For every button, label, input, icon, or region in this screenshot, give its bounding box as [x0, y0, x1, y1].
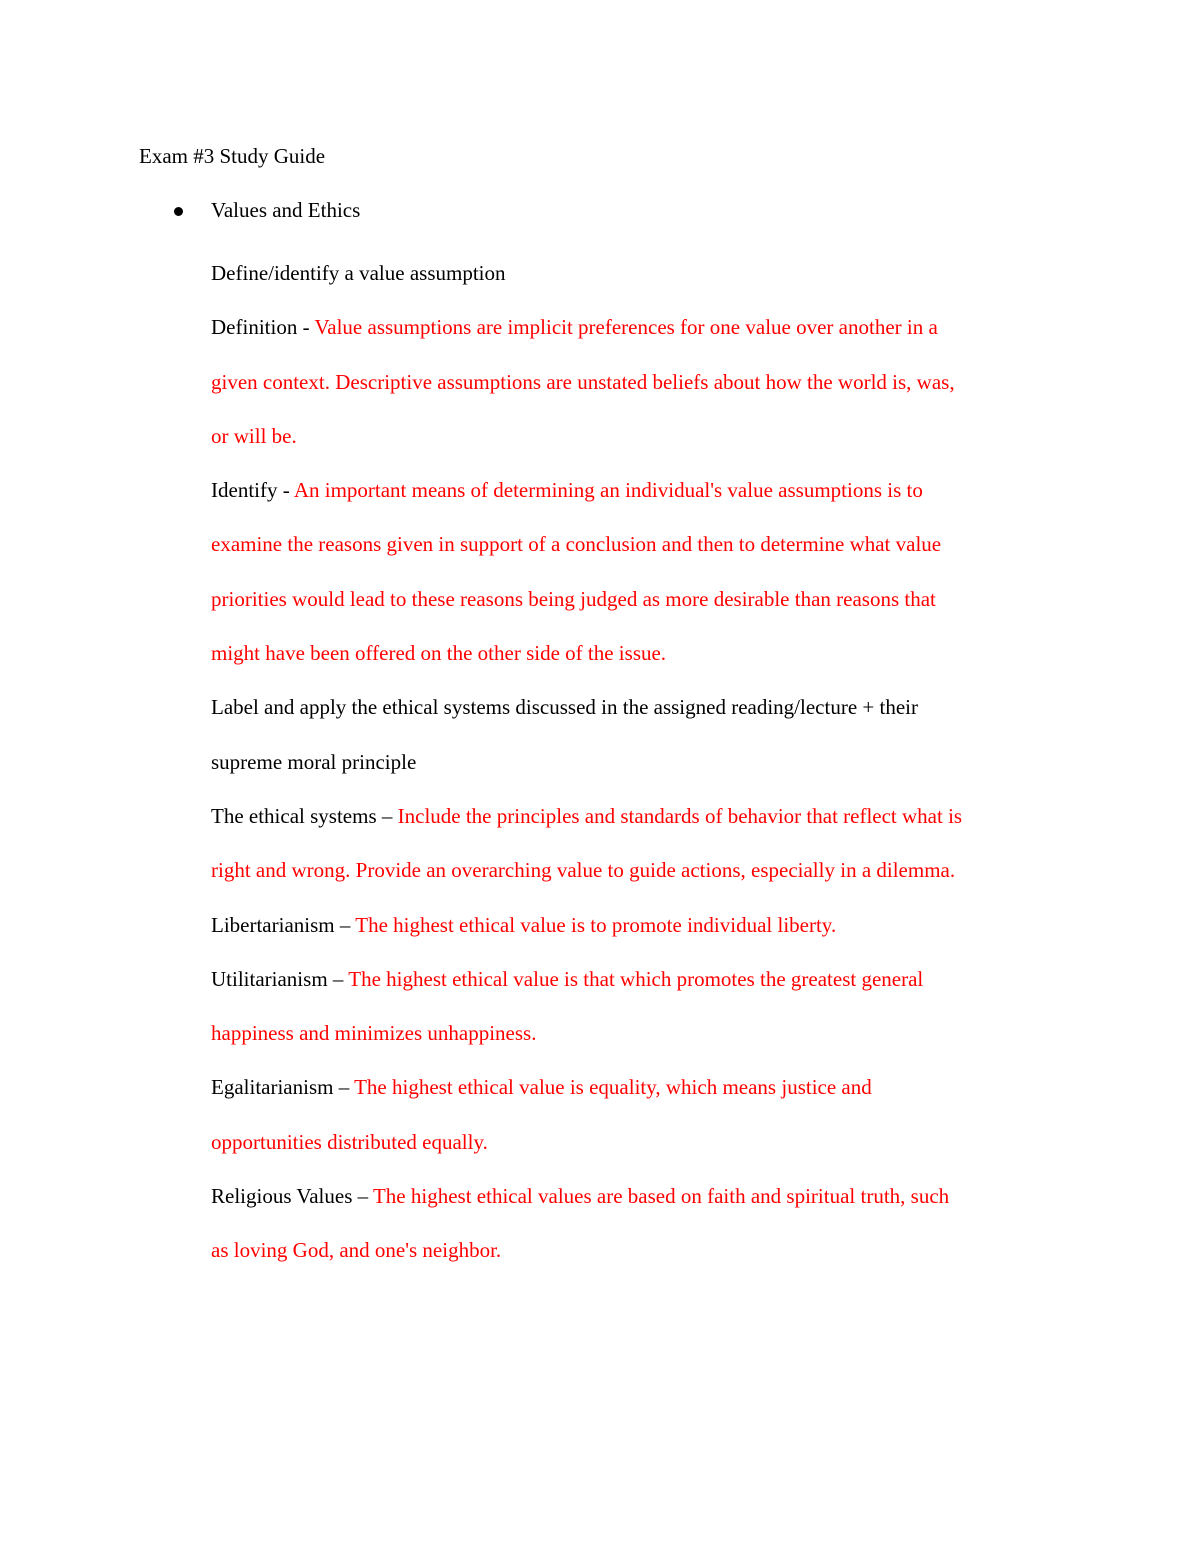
text-line: [211, 898, 1071, 952]
line-answer: priorities would lead to these reasons being judged as more desirable than reasons that: [211, 586, 936, 611]
line-label: Egalitarianism –: [211, 1075, 355, 1100]
line-answer: The highest ethical value is equality, which means justice and: [354, 1075, 872, 1100]
text-line: [211, 789, 1071, 843]
line-answer: might have been offered on the other side of the issue.: [211, 641, 667, 666]
text-line: [211, 463, 1071, 517]
line-label: Libertarianism –: [211, 912, 356, 937]
line-label: Identify -: [211, 478, 294, 503]
text-line: [211, 1169, 1071, 1223]
text-line: [211, 517, 1071, 571]
bullet-dot-icon: [174, 207, 183, 216]
document-title: Exam #3 Study Guide: [139, 144, 326, 168]
line-label: supreme moral principle: [211, 749, 417, 774]
line-answer: The highest ethical value is to promote individual liberty.: [355, 912, 837, 937]
text-line: [211, 1060, 1071, 1114]
line-answer: The highest ethical value is that which promotes the greatest general: [348, 966, 924, 991]
line-label: Label and apply the ethical systems discussed in the assigned reading/lecture + their: [211, 695, 918, 720]
line-answer: happiness and minimizes unhappiness.: [211, 1021, 537, 1046]
text-line: [211, 735, 1071, 789]
text-line: [211, 626, 1071, 680]
line-answer: or will be.: [211, 423, 297, 448]
text-line: [211, 1115, 1071, 1169]
text-line: [211, 409, 1071, 463]
text-line: [211, 952, 1071, 1006]
line-answer: right and wrong. Provide an overarching value to guide actions, especially in a dilemma.: [211, 858, 956, 883]
line-answer: An important means of determining an individual's value assumptions is to: [293, 478, 923, 503]
line-answer: Value assumptions are implicit preferences for one value over another in a: [314, 315, 938, 340]
line-label: Utilitarianism –: [211, 966, 349, 991]
line-answer: as loving God, and one's neighbor.: [211, 1238, 502, 1263]
line-answer: examine the reasons given in support of a conclusion and then to determine what value: [211, 532, 942, 557]
text-line: [211, 572, 1071, 626]
text-line: [211, 300, 1071, 354]
text-line: [211, 1006, 1071, 1060]
line-answer: given context. Descriptive assumptions are unstated beliefs about how the world is, was,: [211, 369, 955, 394]
text-line: [211, 246, 1071, 300]
line-label: Definition -: [211, 315, 315, 340]
line-label: Religious Values –: [211, 1184, 373, 1209]
bullet-text: Values and Ethics: [211, 198, 361, 222]
line-answer: Include the principles and standards of behavior that reflect what is: [397, 803, 963, 828]
text-line: [211, 680, 1071, 734]
text-line: [211, 1223, 1071, 1277]
line-label: The ethical systems –: [211, 803, 398, 828]
text-line: [211, 355, 1071, 409]
line-label: Define/identify a value assumption: [211, 261, 506, 285]
line-answer: opportunities distributed equally.: [211, 1129, 488, 1154]
line-answer: The highest ethical values are based on faith and spiritual truth, such: [372, 1184, 950, 1209]
text-line: [211, 843, 1071, 897]
body-text: [211, 246, 1071, 1278]
